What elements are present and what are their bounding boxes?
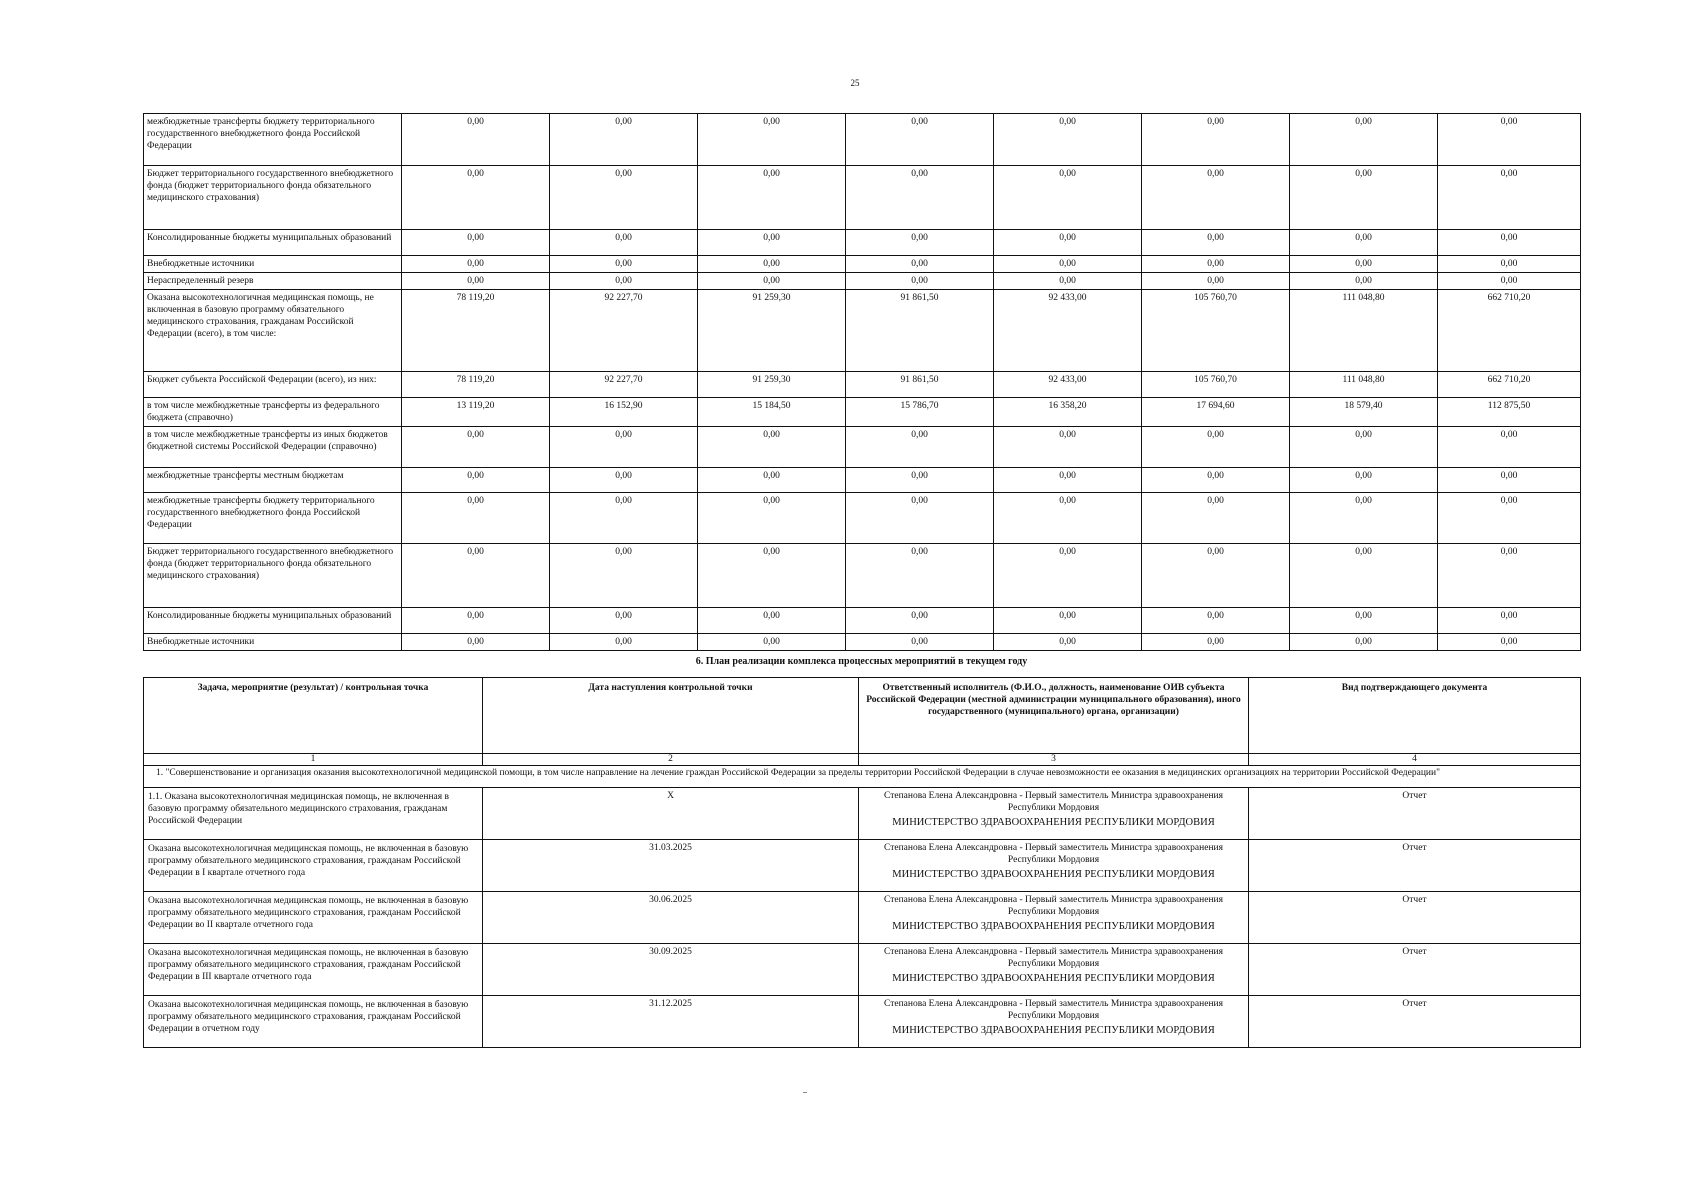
responsible-organization: МИНИСТЕРСТВО ЗДРАВООХРАНЕНИЯ РЕСПУБЛИКИ МОРДОВИЯ <box>892 869 1215 880</box>
finance-row <box>144 290 1581 372</box>
finance-value-cell: 0,00 <box>402 230 550 256</box>
finance-value-cell: 0,00 <box>1438 608 1581 634</box>
finance-value-cell: 0,00 <box>698 468 846 493</box>
finance-row-label: Бюджет территориального государственного внебюджетного фонда (бюджет территориального фонда обязательного медицинского страхования) <box>144 166 402 230</box>
scan-mark <box>803 1092 807 1093</box>
finance-value-cell: 0,00 <box>1290 544 1438 608</box>
responsible-organization: МИНИСТЕРСТВО ЗДРАВООХРАНЕНИЯ РЕСПУБЛИКИ МОРДОВИЯ <box>892 817 1215 828</box>
finance-value-cell: 0,00 <box>994 166 1142 230</box>
finance-value-cell: 0,00 <box>1438 114 1581 166</box>
finance-value-cell: 78 119,20 <box>402 372 550 398</box>
finance-value-cell: 0,00 <box>698 427 846 468</box>
plan-task: Оказана высокотехнологичная медицинская помощь, не включенная в базовую программу обязательного медицинского страхования, гражданам Российской Федерации в III квартале отчетного года <box>144 944 483 996</box>
finance-value-cell: 18 579,40 <box>1290 398 1438 427</box>
finance-row <box>144 372 1581 398</box>
finance-value-cell: 0,00 <box>1290 468 1438 493</box>
finance-value-cell: 15 786,70 <box>846 398 994 427</box>
finance-row-label: Консолидированные бюджеты муниципальных образований <box>144 608 402 634</box>
finance-row-label: Консолидированные бюджеты муниципальных образований <box>144 230 402 256</box>
finance-value-cell: 92 227,70 <box>550 372 698 398</box>
plan-column-numbers <box>144 754 1581 766</box>
column-number: 3 <box>859 754 1249 766</box>
finance-value-cell: 105 760,70 <box>1142 290 1290 372</box>
finance-value-cell: 0,00 <box>846 114 994 166</box>
finance-value-cell: 0,00 <box>402 256 550 273</box>
finance-value-cell: 0,00 <box>1438 468 1581 493</box>
finance-value-cell: 0,00 <box>550 608 698 634</box>
finance-value-cell: 0,00 <box>1142 493 1290 544</box>
finance-value-cell: 0,00 <box>846 468 994 493</box>
plan-row <box>144 996 1581 1048</box>
plan-date: 30.09.2025 <box>483 944 859 996</box>
finance-value-cell: 0,00 <box>698 544 846 608</box>
finance-row <box>144 273 1581 290</box>
finance-value-cell: 0,00 <box>994 256 1142 273</box>
finance-row-label: межбюджетные трансферты бюджету территориального государственного внебюджетного фонда Российской Федерации <box>144 493 402 544</box>
finance-value-cell: 92 433,00 <box>994 290 1142 372</box>
finance-value-cell: 0,00 <box>846 608 994 634</box>
finance-row <box>144 166 1581 230</box>
plan-responsible <box>859 840 1249 892</box>
finance-value-cell: 0,00 <box>1438 634 1581 651</box>
finance-value-cell: 0,00 <box>994 608 1142 634</box>
plan-responsible <box>859 892 1249 944</box>
plan-task: Оказана высокотехнологичная медицинская помощь, не включенная в базовую программу обязательного медицинского страхования, гражданам Российской Федерации в отчетном году <box>144 996 483 1048</box>
finance-value-cell: 0,00 <box>402 114 550 166</box>
finance-value-cell: 0,00 <box>1438 493 1581 544</box>
finance-value-cell: 0,00 <box>1438 273 1581 290</box>
finance-value-cell: 15 184,50 <box>698 398 846 427</box>
plan-document-type: Отчет <box>1249 788 1581 840</box>
finance-value-cell: 0,00 <box>402 608 550 634</box>
finance-value-cell: 0,00 <box>994 493 1142 544</box>
finance-value-cell: 0,00 <box>1142 608 1290 634</box>
column-number: 4 <box>1249 754 1581 766</box>
finance-row <box>144 256 1581 273</box>
finance-value-cell: 0,00 <box>1290 634 1438 651</box>
finance-value-cell: 0,00 <box>1438 256 1581 273</box>
finance-value-cell: 0,00 <box>1290 230 1438 256</box>
finance-value-cell: 0,00 <box>402 166 550 230</box>
finance-value-cell: 0,00 <box>698 114 846 166</box>
finance-value-cell: 0,00 <box>550 468 698 493</box>
finance-row-label: Внебюджетные источники <box>144 634 402 651</box>
finance-value-cell: 0,00 <box>1438 427 1581 468</box>
finance-value-cell: 0,00 <box>846 256 994 273</box>
finance-value-cell: 0,00 <box>1142 427 1290 468</box>
finance-value-cell: 0,00 <box>1290 166 1438 230</box>
finance-value-cell: 16 152,90 <box>550 398 698 427</box>
finance-value-cell: 0,00 <box>1438 544 1581 608</box>
finance-value-cell: 0,00 <box>846 544 994 608</box>
finance-value-cell: 0,00 <box>846 493 994 544</box>
finance-value-cell: 0,00 <box>550 230 698 256</box>
finance-value-cell: 0,00 <box>698 493 846 544</box>
finance-value-cell: 0,00 <box>402 493 550 544</box>
plan-task: Оказана высокотехнологичная медицинская помощь, не включенная в базовую программу обязательного медицинского страхования, гражданам Российской Федерации в I квартале отчетного года <box>144 840 483 892</box>
finance-value-cell: 0,00 <box>1290 256 1438 273</box>
finance-value-cell: 91 861,50 <box>846 372 994 398</box>
header-task: Задача, мероприятие (результат) / контрольная точка <box>144 678 483 754</box>
plan-header-row <box>144 678 1581 754</box>
header-date: Дата наступления контрольной точки <box>483 678 859 754</box>
finance-value-cell: 0,00 <box>1290 608 1438 634</box>
plan-responsible <box>859 788 1249 840</box>
finance-row <box>144 544 1581 608</box>
finance-value-cell: 0,00 <box>1142 256 1290 273</box>
plan-row <box>144 840 1581 892</box>
finance-value-cell: 0,00 <box>550 166 698 230</box>
finance-value-cell: 78 119,20 <box>402 290 550 372</box>
page-number: 25 <box>850 78 860 88</box>
finance-value-cell: 0,00 <box>994 273 1142 290</box>
finance-value-cell: 0,00 <box>846 634 994 651</box>
finance-value-cell: 91 259,30 <box>698 290 846 372</box>
finance-value-cell: 0,00 <box>550 493 698 544</box>
responsible-organization: МИНИСТЕРСТВО ЗДРАВООХРАНЕНИЯ РЕСПУБЛИКИ МОРДОВИЯ <box>892 1025 1215 1036</box>
responsible-person: Степанова Елена Александровна - Первый заместитель Министра здравоохранения Республики Мордовия <box>884 895 1223 917</box>
finance-value-cell: 111 048,80 <box>1290 290 1438 372</box>
finance-value-cell: 0,00 <box>1438 230 1581 256</box>
finance-row-label: в том числе межбюджетные трансферты из федерального бюджета (справочно) <box>144 398 402 427</box>
plan-table <box>143 677 1581 1048</box>
column-number: 1 <box>144 754 483 766</box>
plan-row <box>144 944 1581 996</box>
finance-value-cell: 0,00 <box>1142 166 1290 230</box>
plan-document-type: Отчет <box>1249 996 1581 1048</box>
finance-row <box>144 468 1581 493</box>
finance-value-cell: 0,00 <box>1142 634 1290 651</box>
finance-value-cell: 0,00 <box>846 273 994 290</box>
finance-value-cell: 92 227,70 <box>550 290 698 372</box>
finance-row <box>144 427 1581 468</box>
plan-date: 31.03.2025 <box>483 840 859 892</box>
finance-row <box>144 114 1581 166</box>
finance-value-cell: 0,00 <box>994 468 1142 493</box>
finance-row <box>144 493 1581 544</box>
finance-value-cell: 0,00 <box>1290 427 1438 468</box>
finance-value-cell: 0,00 <box>550 114 698 166</box>
finance-value-cell: 0,00 <box>698 273 846 290</box>
responsible-person: Степанова Елена Александровна - Первый заместитель Министра здравоохранения Республики Мордовия <box>884 791 1223 813</box>
responsible-organization: МИНИСТЕРСТВО ЗДРАВООХРАНЕНИЯ РЕСПУБЛИКИ МОРДОВИЯ <box>892 921 1215 932</box>
plan-date: 31.12.2025 <box>483 996 859 1048</box>
finance-value-cell: 0,00 <box>402 427 550 468</box>
finance-row-label: Оказана высокотехнологичная медицинская помощь, не включенная в базовую программу обязательного медицинского страхования, гражданам Российской Федерации (всего), в том числе: <box>144 290 402 372</box>
finance-value-cell: 92 433,00 <box>994 372 1142 398</box>
plan-document-type: Отчет <box>1249 944 1581 996</box>
finance-value-cell: 0,00 <box>402 634 550 651</box>
finance-row-label: межбюджетные трансферты бюджету территориального государственного внебюджетного фонда Российской Федерации <box>144 114 402 166</box>
finance-value-cell: 0,00 <box>402 468 550 493</box>
finance-value-cell: 0,00 <box>402 273 550 290</box>
finance-value-cell: 0,00 <box>550 544 698 608</box>
finance-value-cell: 0,00 <box>846 427 994 468</box>
plan-responsible <box>859 996 1249 1048</box>
plan-document-type: Отчет <box>1249 892 1581 944</box>
finance-value-cell: 0,00 <box>1142 544 1290 608</box>
finance-value-cell: 0,00 <box>550 256 698 273</box>
finance-value-cell: 0,00 <box>994 634 1142 651</box>
responsible-person: Степанова Елена Александровна - Первый заместитель Министра здравоохранения Республики Мордовия <box>884 947 1223 969</box>
plan-row <box>144 788 1581 840</box>
finance-value-cell: 0,00 <box>698 634 846 651</box>
finance-row <box>144 230 1581 256</box>
responsible-person: Степанова Елена Александровна - Первый заместитель Министра здравоохранения Республики Мордовия <box>884 843 1223 865</box>
finance-row-label: Бюджет территориального государственного внебюджетного фонда (бюджет территориального фонда обязательного медицинского страхования) <box>144 544 402 608</box>
finance-value-cell: 0,00 <box>994 427 1142 468</box>
finance-value-cell: 0,00 <box>698 166 846 230</box>
finance-value-cell: 0,00 <box>402 544 550 608</box>
plan-task: 1.1. Оказана высокотехнологичная медицинская помощь, не включенная в базовую программу обязательного медицинского страхования, гражданам Российской Федерации <box>144 788 483 840</box>
finance-value-cell: 111 048,80 <box>1290 372 1438 398</box>
header-responsible: Ответственный исполнитель (Ф.И.О., должность, наименование ОИВ субъекта Российской Федерации (местной администрации муниципального образования), иного государственного (муниципального) органа, организации) <box>859 678 1249 754</box>
finance-row-label: Бюджет субъекта Российской Федерации (всего), из них: <box>144 372 402 398</box>
finance-value-cell: 662 710,20 <box>1438 290 1581 372</box>
finance-value-cell: 17 694,60 <box>1142 398 1290 427</box>
finance-value-cell: 0,00 <box>1290 114 1438 166</box>
finance-value-cell: 112 875,50 <box>1438 398 1581 427</box>
finance-row <box>144 634 1581 651</box>
finance-value-cell: 13 119,20 <box>402 398 550 427</box>
finance-value-cell: 91 861,50 <box>846 290 994 372</box>
finance-value-cell: 0,00 <box>994 114 1142 166</box>
finance-value-cell: 0,00 <box>698 256 846 273</box>
plan-document-type: Отчет <box>1249 840 1581 892</box>
finance-value-cell: 0,00 <box>1290 493 1438 544</box>
finance-value-cell: 91 259,30 <box>698 372 846 398</box>
plan-row <box>144 892 1581 944</box>
responsible-person: Степанова Елена Александровна - Первый заместитель Министра здравоохранения Республики Мордовия <box>884 999 1223 1021</box>
finance-value-cell: 0,00 <box>1438 166 1581 230</box>
section-title: 1. "Совершенствование и организация оказания высокотехнологичной медицинской помощи, в том числе направление на лечение граждан Российской Федерации за пределы территории Российской Федерации в случае невозможности ее оказания в медицинских организациях на территории Российской Федерации" <box>144 766 1581 788</box>
plan-section-row <box>144 766 1581 788</box>
finance-value-cell: 0,00 <box>994 544 1142 608</box>
plan-date: 30.06.2025 <box>483 892 859 944</box>
responsible-organization: МИНИСТЕРСТВО ЗДРАВООХРАНЕНИЯ РЕСПУБЛИКИ МОРДОВИЯ <box>892 973 1215 984</box>
finance-value-cell: 0,00 <box>550 273 698 290</box>
finance-row-label: в том числе межбюджетные трансферты из иных бюджетов бюджетной системы Российской Федерации (справочно) <box>144 427 402 468</box>
finance-value-cell: 0,00 <box>698 608 846 634</box>
finance-value-cell: 0,00 <box>1290 273 1438 290</box>
plan-date: X <box>483 788 859 840</box>
finance-row <box>144 608 1581 634</box>
finance-value-cell: 0,00 <box>1142 273 1290 290</box>
finance-value-cell: 0,00 <box>550 427 698 468</box>
finance-value-cell: 0,00 <box>1142 468 1290 493</box>
finance-table <box>143 113 1581 651</box>
finance-row-label: Внебюджетные источники <box>144 256 402 273</box>
section-6-heading: 6. План реализации комплекса процессных мероприятий в текущем году <box>695 656 1028 667</box>
finance-value-cell: 16 358,20 <box>994 398 1142 427</box>
finance-value-cell: 0,00 <box>1142 230 1290 256</box>
column-number: 2 <box>483 754 859 766</box>
finance-value-cell: 0,00 <box>994 230 1142 256</box>
finance-value-cell: 662 710,20 <box>1438 372 1581 398</box>
finance-row-label: межбюджетные трансферты местным бюджетам <box>144 468 402 493</box>
plan-responsible <box>859 944 1249 996</box>
finance-row-label: Нераспределенный резерв <box>144 273 402 290</box>
finance-value-cell: 0,00 <box>1142 114 1290 166</box>
finance-value-cell: 0,00 <box>846 166 994 230</box>
finance-row <box>144 398 1581 427</box>
finance-value-cell: 105 760,70 <box>1142 372 1290 398</box>
finance-value-cell: 0,00 <box>550 634 698 651</box>
finance-value-cell: 0,00 <box>846 230 994 256</box>
finance-value-cell: 0,00 <box>698 230 846 256</box>
plan-task: Оказана высокотехнологичная медицинская помощь, не включенная в базовую программу обязательного медицинского страхования, гражданам Российской Федерации во II квартале отчетного года <box>144 892 483 944</box>
header-document: Вид подтверждающего документа <box>1249 678 1581 754</box>
